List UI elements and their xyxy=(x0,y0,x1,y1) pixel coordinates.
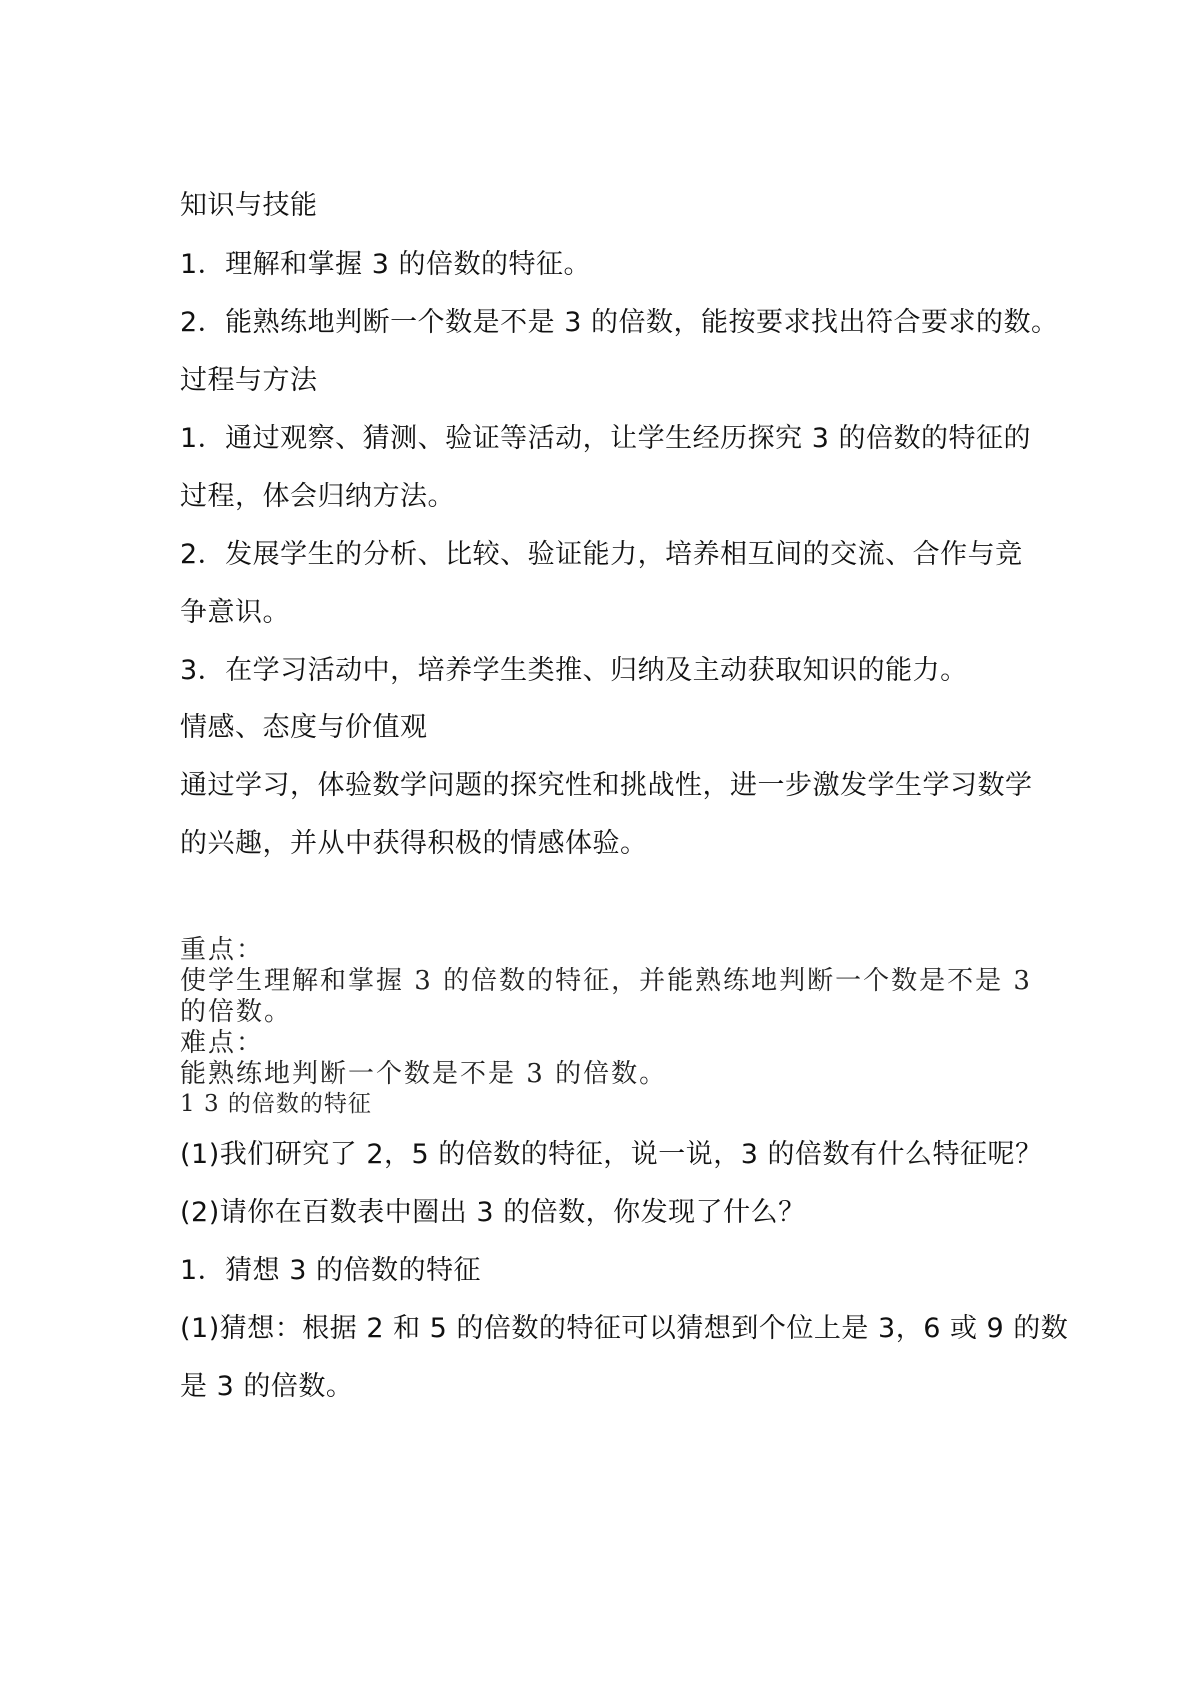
focus-text-line2: 的倍数。 xyxy=(180,997,293,1027)
difficulty-label: 难点： xyxy=(180,1028,265,1058)
section-heading-process-method: 过程与方法 xyxy=(180,365,318,396)
emotion-text-line2: 的兴趣，并从中获得积极的情感体验。 xyxy=(180,828,648,859)
step-1-heading: 1．猜想 3 的倍数的特征 xyxy=(180,1255,482,1286)
guess-line2: 是 3 的倍数。 xyxy=(180,1371,354,1402)
guess-line1: (1)猜想：根据 2 和 5 的倍数的特征可以猜想到个位上是 3，6 或 9 的数 xyxy=(180,1313,1069,1344)
focus-label: 重点： xyxy=(180,935,265,965)
section-heading-emotion-values: 情感、态度与价值观 xyxy=(180,712,428,743)
focus-text-line1: 使学生理解和掌握 3 的倍数的特征，并能熟练地判断一个数是不是 3 xyxy=(180,966,1032,996)
knowledge-item-2: 2．能熟练地判断一个数是不是 3 的倍数，能按要求找出符合要求的数。 xyxy=(180,307,1059,338)
question-2: (2)请你在百数表中圈出 3 的倍数，你发现了什么？ xyxy=(180,1197,806,1228)
process-item-1-line2: 过程，体会归纳方法。 xyxy=(180,481,455,512)
section-heading-knowledge-skills: 知识与技能 xyxy=(180,190,318,221)
lesson-title: 1 3 的倍数的特征 xyxy=(180,1091,372,1117)
process-item-2-line1: 2．发展学生的分析、比较、验证能力，培养相互间的交流、合作与竞 xyxy=(180,539,1023,570)
emotion-text-line1: 通过学习，体验数学问题的探究性和挑战性，进一步激发学生学习数学 xyxy=(180,770,1033,801)
process-item-3: 3．在学习活动中，培养学生类推、归纳及主动获取知识的能力。 xyxy=(180,655,968,686)
process-item-2-line2: 争意识。 xyxy=(180,597,290,628)
knowledge-item-1: 1．理解和掌握 3 的倍数的特征。 xyxy=(180,249,592,280)
process-item-1-line1: 1．通过观察、猜测、验证等活动，让学生经历探究 3 的倍数的特征的 xyxy=(180,423,1032,454)
difficulty-text: 能熟练地判断一个数是不是 3 的倍数。 xyxy=(180,1059,668,1089)
question-1: (1)我们研究了 2，5 的倍数的特征，说一说，3 的倍数有什么特征呢？ xyxy=(180,1139,1043,1170)
